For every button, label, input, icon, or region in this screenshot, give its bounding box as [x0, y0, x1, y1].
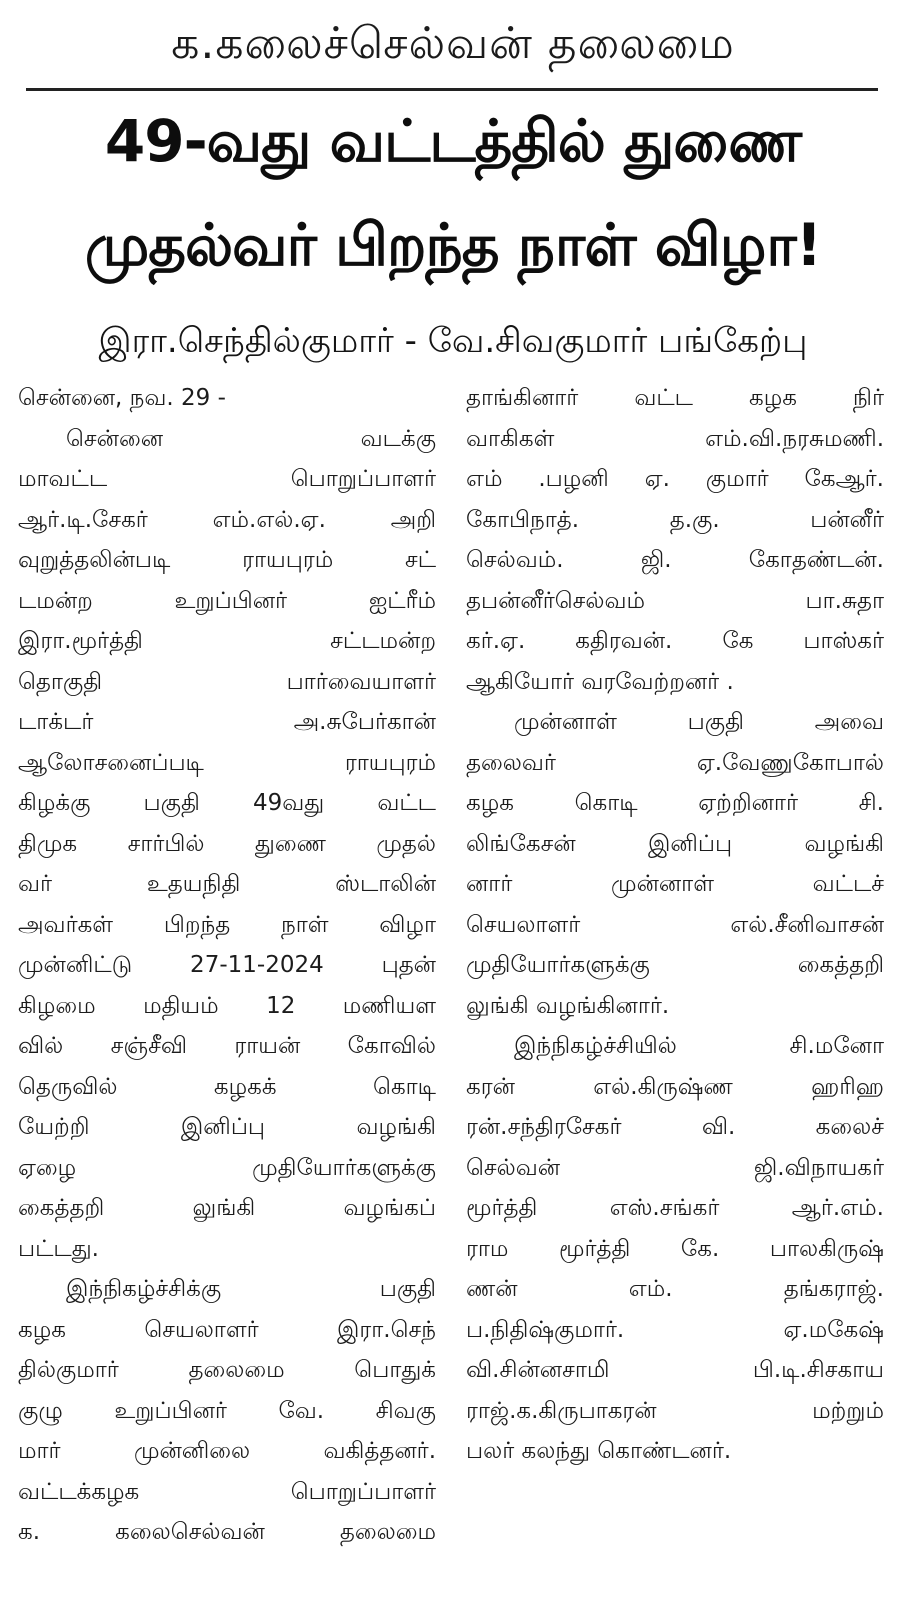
body-line: வர் உதயநிதி ஸ்டாலின் [18, 871, 436, 897]
body-line: ராம மூர்த்தி கே. பாலகிருஷ் [466, 1235, 884, 1262]
body-line: செல்வம். ஜி. கோதண்டன். [466, 547, 884, 573]
body-line: கழக கொடி ஏற்றினார் சி. [466, 790, 884, 816]
body-line: ஏழை முதியோர்களுக்கு [18, 1154, 436, 1181]
body-line: மாவட்ட பொறுப்பாளர் [18, 466, 436, 492]
body-line: கைத்தறி லுங்கி வழங்கப் [18, 1195, 436, 1221]
body-line: முன்னிட்டு 27-11-2024 புதன் [18, 952, 436, 978]
body-line: வி.சின்னசாமி பி.டி.சிசகாய [466, 1357, 884, 1383]
body-line: கிழக்கு பகுதி 49வது வட்ட [18, 790, 436, 816]
body-line: கோபிநாத். த.கு. பன்னீர் [466, 506, 884, 533]
body-line: தபன்னீர்செல்வம் பா.சுதா [466, 587, 884, 614]
body-line: தாங்கினார் வட்ட கழக நிர் [466, 385, 884, 411]
body-line: தில்குமார் தலைமை பொதுக் [18, 1357, 436, 1383]
body-line: ஆகியோர் வரவேற்றனர் . [466, 668, 734, 695]
body-line: லுங்கி வழங்கினார். [466, 992, 670, 1019]
body-line: கிழமை மதியம் 12 மணியள [18, 992, 436, 1019]
body-line: ப.நிதிஷ்குமார். ஏ.மகேஷ் [466, 1316, 884, 1343]
body-line: இரா.மூர்த்தி சட்டமன்ற [18, 628, 436, 654]
body-line: பலர் கலந்து கொண்டனர். [466, 1438, 732, 1464]
body-line: கரன் எல்.கிருஷ்ண ஹரிஹ [466, 1073, 884, 1100]
body-line: அவர்கள் பிறந்த நாள் விழா [18, 911, 436, 938]
body-line: இந்நிகழ்ச்சிக்கு பகுதி [66, 1276, 436, 1302]
subheadline: இரா.செந்தில்குமார் - வே.சிவகுமார் பங்கேற்பு [98, 321, 808, 361]
body-line: ஆர்.டி.சேகர் எம்.எல்.ஏ. அறி [18, 506, 436, 533]
body-line: வாகிகள் எம்.வி.நரசுமணி. [466, 425, 884, 452]
body-line: செல்வன் ஜி.விநாயகர் [466, 1154, 884, 1181]
headline-line-2: முதல்வர் பிறந்த நாள் விழா! [84, 211, 822, 279]
body-line: வட்டக்கழக பொறுப்பாளர் [18, 1478, 436, 1505]
body-line: மார் முன்னிலை வகித்தனர். [18, 1438, 436, 1464]
body-line: திமுக சார்பில் துணை முதல் [18, 830, 436, 857]
body-line: கர்.ஏ. கதிரவன். கே பாஸ்கர் [466, 628, 884, 654]
body-line: குழு உறுப்பினர் வே. சிவகு [18, 1397, 436, 1424]
body-line: டாக்டர் அ.சுபேர்கான் [18, 709, 436, 735]
body-line: பட்டது. [18, 1235, 99, 1262]
body-line: முதியோர்களுக்கு கைத்தறி [466, 952, 884, 978]
body-line: லிங்கேசன் இனிப்பு வழங்கி [466, 830, 884, 857]
header-divider [26, 88, 878, 91]
body-line: முன்னாள் பகுதி அவை [514, 709, 884, 735]
body-line: ணன் எம். தங்கராஜ். [466, 1276, 884, 1302]
body-line: தலைவர் ஏ.வேணுகோபால் [466, 749, 884, 776]
body-line: தொகுதி பார்வையாளர் [18, 668, 436, 695]
body-line: தெருவில் கழகக் கொடி [18, 1073, 436, 1100]
body-line: னார் முன்னாள் வட்டச் [466, 871, 884, 897]
body-line: டமன்ற உறுப்பினர் ஐட்ரீம் [18, 587, 436, 614]
kicker-heading: க.கலைச்செல்வன் தலைமை [171, 18, 735, 69]
body-line: கழக செயலாளர் இரா.செந் [18, 1316, 436, 1343]
body-line: சென்னை வடக்கு [66, 425, 436, 452]
body-line: ராஜ்.க.கிருபாகரன் மற்றும் [466, 1397, 884, 1424]
headline-line-1: 49-வது வட்டத்தில் துணை [104, 107, 802, 175]
body-line: எம் .பழனி ஏ. குமார் கேஆர். [466, 466, 884, 492]
article-column-left [18, 378, 436, 1553]
body-line: இந்நிகழ்ச்சியில் சி.மனோ [514, 1033, 884, 1059]
body-line: செயலாளர் எல்.சீனிவாசன் [466, 911, 884, 938]
dateline: சென்னை, நவ. 29 - [18, 385, 226, 411]
body-line: வில் சஞ்சீவி ராயன் கோவில் [18, 1033, 436, 1059]
body-line: ஆலோசனைப்படி ராயபுரம் [18, 749, 436, 776]
body-line: மூர்த்தி எஸ்.சங்கர் ஆர்.எம். [466, 1195, 884, 1221]
body-line: வுறுத்தலின்படி ராயபுரம் சட் [18, 547, 436, 573]
body-line: க. கலைசெல்வன் தலைமை [18, 1519, 436, 1545]
body-line: யேற்றி இனிப்பு வழங்கி [18, 1114, 436, 1140]
article-column-right [466, 378, 884, 1472]
body-line: ரன்.சந்திரசேகர் வி. கலைச் [466, 1114, 884, 1140]
